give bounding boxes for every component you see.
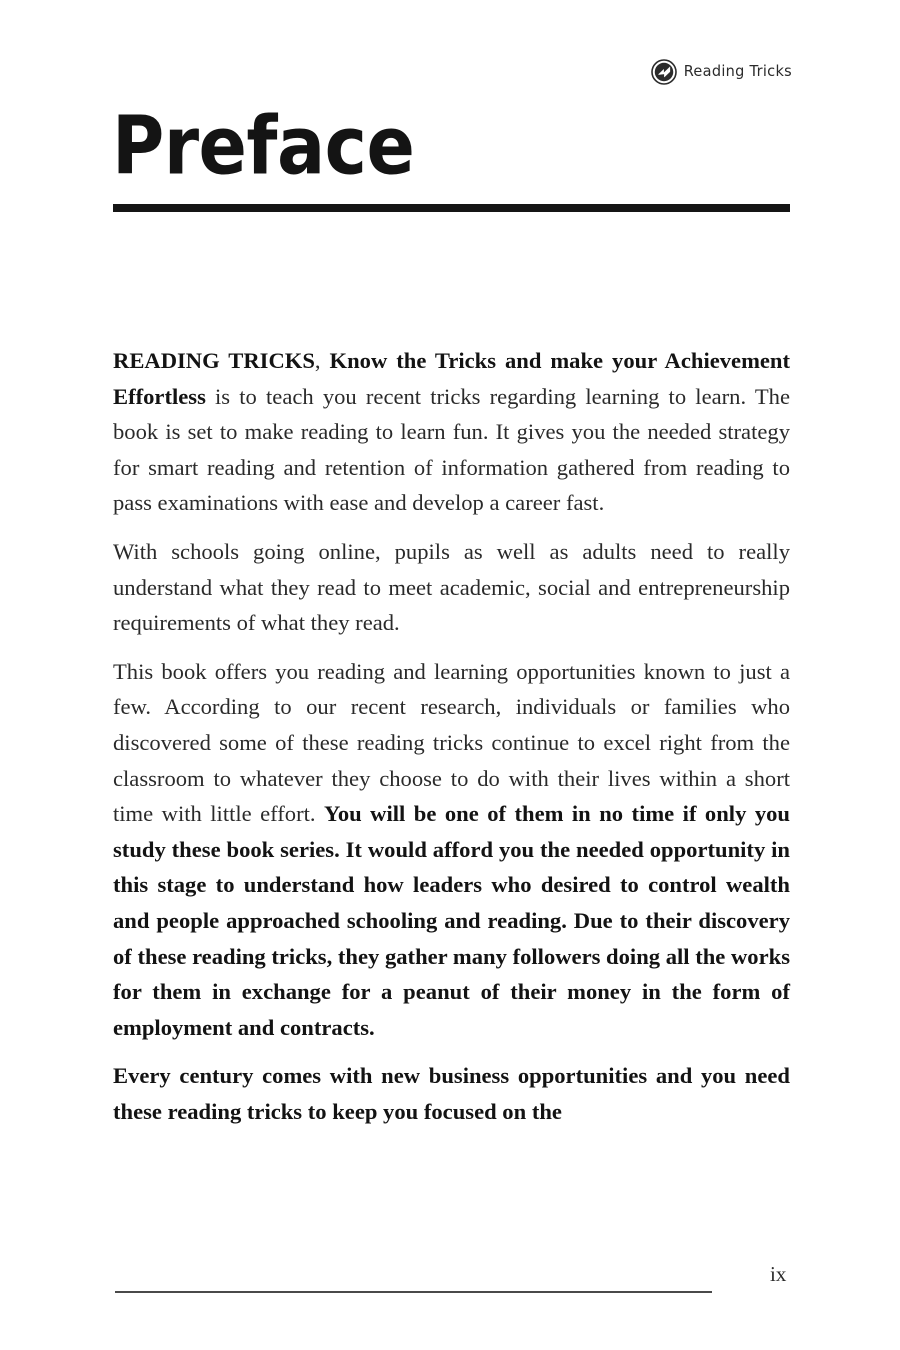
brand-name-label: Reading Tricks [683, 63, 792, 81]
body-text-bold-run: READING TRICKS [113, 348, 315, 373]
footer-divider-rule [115, 1291, 712, 1293]
brand-header [651, 58, 792, 86]
body-paragraph [113, 343, 790, 521]
body-paragraph [113, 534, 790, 641]
body-paragraph [113, 654, 790, 1046]
page-title: Preface [112, 99, 415, 193]
body-text-bold-run: Every century comes with new business opportunities and you need these reading tricks to keep you focused on the [113, 1063, 790, 1124]
body-text-column [113, 343, 790, 1129]
body-text-run: With schools going online, pupils as well as adults need to really understand what they read to meet academic, social and entrepreneurship requirements of what they read. [113, 538, 790, 636]
body-text-bold-run: Know the Tricks and make your Achievement Effortless [113, 348, 791, 409]
body-text-bold-run: You will be one of them in no time if only you study these book series. It would afford you the needed opportunity in this stage to understand how leaders who desired to control wealth and people approached schooling and reading. Due to their discovery of these reading tricks, they gather many followers doing all the works for them in exchange for a peanut of their money in the form of employment and contracts. [113, 801, 791, 1040]
body-text-run: This book offers you reading and learning opportunities known to just a few. According to our recent research, individuals or families who discovered some of these reading tricks continue to excel right from the classroom to whatever they choose to do with their lives within a short time with little effort. [113, 658, 790, 827]
book-badge-icon [651, 59, 677, 85]
page-number: ix [770, 1262, 787, 1286]
body-text-run: , [314, 348, 330, 373]
body-paragraph [113, 1058, 790, 1129]
title-divider-rule [113, 204, 790, 212]
body-text-run: is to teach you recent tricks regarding learning to learn. The book is set to make reading to learn fun. It gives you the needed strategy for smart reading and retention of information gathered from reading to pass examinations with ease and develop a career fast. [113, 383, 790, 516]
